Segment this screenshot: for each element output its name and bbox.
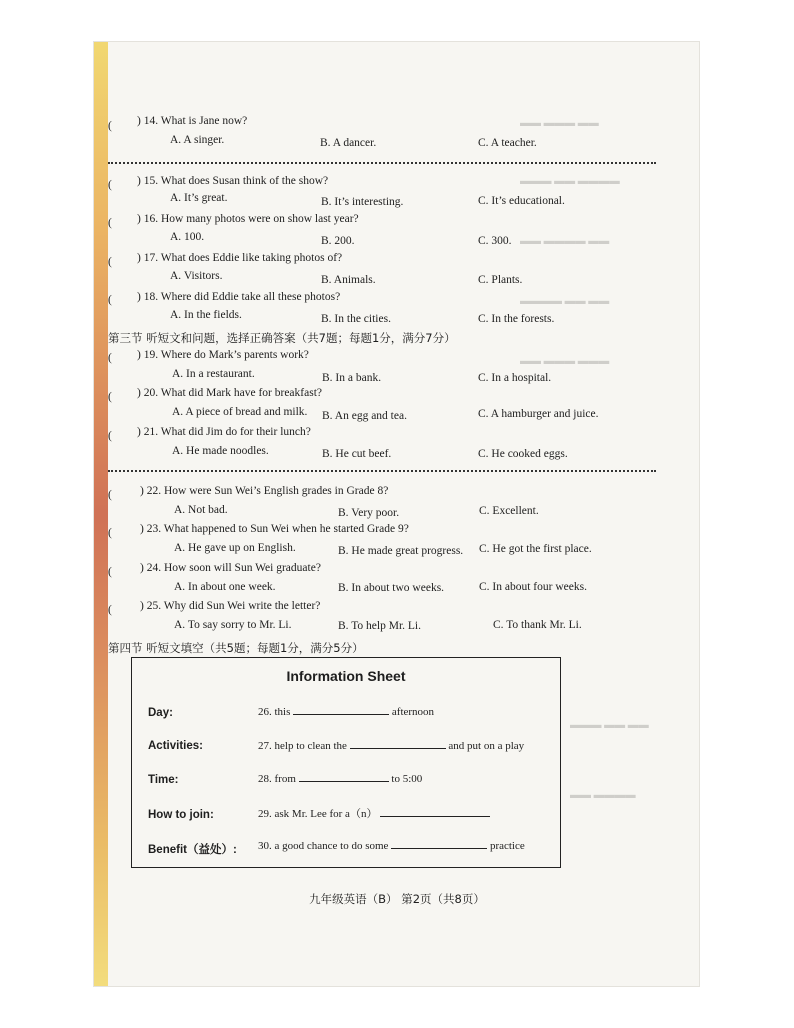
option-15-c[interactable]: C. It’s educational. bbox=[478, 195, 565, 207]
option-23-b[interactable]: B. He made great progress. bbox=[338, 545, 464, 557]
information-sheet-title: Information Sheet bbox=[286, 668, 406, 684]
page-edge-color bbox=[94, 42, 108, 986]
option-16-a[interactable]: A. 100. bbox=[170, 231, 205, 243]
option-17-c[interactable]: C. Plants. bbox=[478, 274, 523, 286]
question-22: ) 22. How were Sun Wei’s English grades in Grade 8? bbox=[140, 485, 389, 497]
bleed-through: ▬▬▬▬ ▬▬ ▬▬ bbox=[520, 296, 610, 307]
option-17-a[interactable]: A. Visitors. bbox=[170, 270, 223, 282]
option-16-b[interactable]: B. 200. bbox=[321, 235, 355, 247]
option-23-a[interactable]: A. He gave up on English. bbox=[174, 542, 296, 554]
option-16-c[interactable]: C. 300. bbox=[478, 235, 512, 247]
option-18-c[interactable]: C. In the forests. bbox=[478, 313, 555, 325]
option-14-b[interactable]: B. A dancer. bbox=[320, 137, 377, 149]
item-28-text: 28. from bbox=[258, 773, 296, 785]
page-footer: 九年级英语（B） 第2页（共8页） bbox=[309, 892, 485, 906]
answer-bracket[interactable]: ( bbox=[108, 294, 112, 306]
answer-bracket[interactable]: ( bbox=[108, 527, 112, 539]
answer-bracket[interactable]: ( bbox=[108, 566, 112, 578]
separator-dots bbox=[108, 162, 656, 164]
blank-26[interactable] bbox=[293, 704, 389, 715]
option-15-b[interactable]: B. It’s interesting. bbox=[321, 196, 404, 208]
question-21: ) 21. What did Jim do for their lunch? bbox=[137, 426, 311, 438]
question-25: ) 25. Why did Sun Wei write the letter? bbox=[140, 600, 321, 612]
answer-bracket[interactable]: ( bbox=[108, 256, 112, 268]
item-27-text-after: and put on a play bbox=[448, 740, 525, 752]
option-18-a[interactable]: A. In the fields. bbox=[170, 309, 242, 321]
row-item-30 bbox=[258, 838, 525, 852]
option-14-c[interactable]: C. A teacher. bbox=[478, 137, 537, 149]
question-20: ) 20. What did Mark have for breakfast? bbox=[137, 387, 322, 399]
answer-bracket[interactable]: ( bbox=[108, 604, 112, 616]
row-label-benefit: Benefit（益处）: bbox=[148, 844, 237, 856]
bleed-through: ▬▬ ▬▬▬▬ ▬▬ bbox=[520, 236, 610, 247]
option-25-a[interactable]: A. To say sorry to Mr. Li. bbox=[174, 619, 292, 631]
item-30-text-after: practice bbox=[489, 840, 525, 852]
option-22-b[interactable]: B. Very poor. bbox=[338, 507, 400, 519]
item-26-text: 26. this bbox=[258, 706, 291, 718]
question-24: ) 24. How soon will Sun Wei graduate? bbox=[140, 562, 321, 574]
information-sheet bbox=[131, 657, 561, 868]
row-label-how-to-join: How to join: bbox=[148, 809, 214, 821]
option-19-c[interactable]: C. In a hospital. bbox=[478, 372, 552, 384]
bleed-through: ▬▬ ▬▬▬▬ bbox=[570, 790, 636, 801]
option-24-b[interactable]: B. In about two weeks. bbox=[338, 582, 445, 594]
option-15-a[interactable]: A. It’s great. bbox=[170, 192, 228, 204]
section-4-title: 第四节 听短文填空（共5题；每题1分，满分5分） bbox=[108, 641, 364, 655]
answer-bracket[interactable]: ( bbox=[108, 217, 112, 229]
question-23: ) 23. What happened to Sun Wei when he started Grade 9? bbox=[140, 523, 409, 535]
answer-bracket[interactable]: ( bbox=[108, 489, 112, 501]
option-24-a[interactable]: A. In about one week. bbox=[174, 581, 276, 593]
row-item-28 bbox=[258, 771, 422, 785]
item-29-text: 29. ask Mr. Lee for a（n） bbox=[258, 808, 378, 820]
row-label-day: Day: bbox=[148, 707, 173, 719]
option-25-b[interactable]: B. To help Mr. Li. bbox=[338, 620, 421, 632]
answer-bracket[interactable]: ( bbox=[108, 120, 112, 132]
item-27-text: 27. help to clean the bbox=[258, 740, 347, 752]
option-17-b[interactable]: B. Animals. bbox=[321, 274, 376, 286]
blank-28[interactable] bbox=[299, 771, 389, 782]
option-22-c[interactable]: C. Excellent. bbox=[479, 505, 539, 517]
question-14: ) 14. What is Jane now? bbox=[137, 115, 248, 127]
option-22-a[interactable]: A. Not bad. bbox=[174, 504, 228, 516]
row-item-29 bbox=[258, 805, 490, 821]
option-20-a[interactable]: A. A piece of bread and milk. bbox=[172, 406, 308, 418]
answer-bracket[interactable]: ( bbox=[108, 352, 112, 364]
row-label-activities: Activities: bbox=[148, 740, 203, 752]
option-20-b[interactable]: B. An egg and tea. bbox=[322, 410, 407, 422]
option-14-a[interactable]: A. A singer. bbox=[170, 134, 225, 146]
item-26-text-after: afternoon bbox=[391, 706, 435, 718]
bleed-through: ▬▬▬ ▬▬ ▬▬▬▬ bbox=[520, 176, 620, 187]
item-30-text: 30. a good chance to do some bbox=[258, 840, 389, 852]
option-23-c[interactable]: C. He got the first place. bbox=[479, 543, 592, 555]
question-16: ) 16. How many photos were on show last year? bbox=[137, 213, 359, 225]
section-3-title: 第三节 听短文和问题，选择正确答案（共7题；每题1分，满分7分） bbox=[108, 331, 456, 345]
option-25-c[interactable]: C. To thank Mr. Li. bbox=[493, 619, 582, 631]
option-21-c[interactable]: C. He cooked eggs. bbox=[478, 448, 568, 460]
row-label-time: Time: bbox=[148, 774, 179, 786]
blank-30[interactable] bbox=[391, 838, 487, 849]
question-17: ) 17. What does Eddie like taking photos of? bbox=[137, 252, 343, 264]
bleed-through: ▬▬▬ ▬▬ ▬▬ bbox=[570, 720, 649, 731]
bleed-through: ▬▬ ▬▬▬ ▬▬▬ bbox=[520, 356, 610, 367]
option-18-b[interactable]: B. In the cities. bbox=[321, 313, 391, 325]
blank-29[interactable] bbox=[380, 806, 490, 817]
option-20-c[interactable]: C. A hamburger and juice. bbox=[478, 408, 599, 420]
option-19-a[interactable]: A. In a restaurant. bbox=[172, 368, 255, 380]
row-item-27 bbox=[258, 738, 524, 752]
option-21-b[interactable]: B. He cut beef. bbox=[322, 448, 392, 460]
option-24-c[interactable]: C. In about four weeks. bbox=[479, 581, 587, 593]
answer-bracket[interactable]: ( bbox=[108, 430, 112, 442]
option-21-a[interactable]: A. He made noodles. bbox=[172, 445, 269, 457]
question-18: ) 18. Where did Eddie take all these photos? bbox=[137, 291, 341, 303]
question-19: ) 19. Where do Mark’s parents work? bbox=[137, 349, 309, 361]
bleed-through: ▬▬ ▬▬▬ ▬▬ bbox=[520, 118, 599, 129]
separator-dots bbox=[108, 470, 656, 472]
row-item-26 bbox=[258, 704, 434, 718]
blank-27[interactable] bbox=[350, 738, 446, 749]
option-19-b[interactable]: B. In a bank. bbox=[322, 372, 382, 384]
question-15: ) 15. What does Susan think of the show? bbox=[137, 175, 329, 187]
answer-bracket[interactable]: ( bbox=[108, 179, 112, 191]
item-28-text-after: to 5:00 bbox=[391, 773, 423, 785]
answer-bracket[interactable]: ( bbox=[108, 391, 112, 403]
